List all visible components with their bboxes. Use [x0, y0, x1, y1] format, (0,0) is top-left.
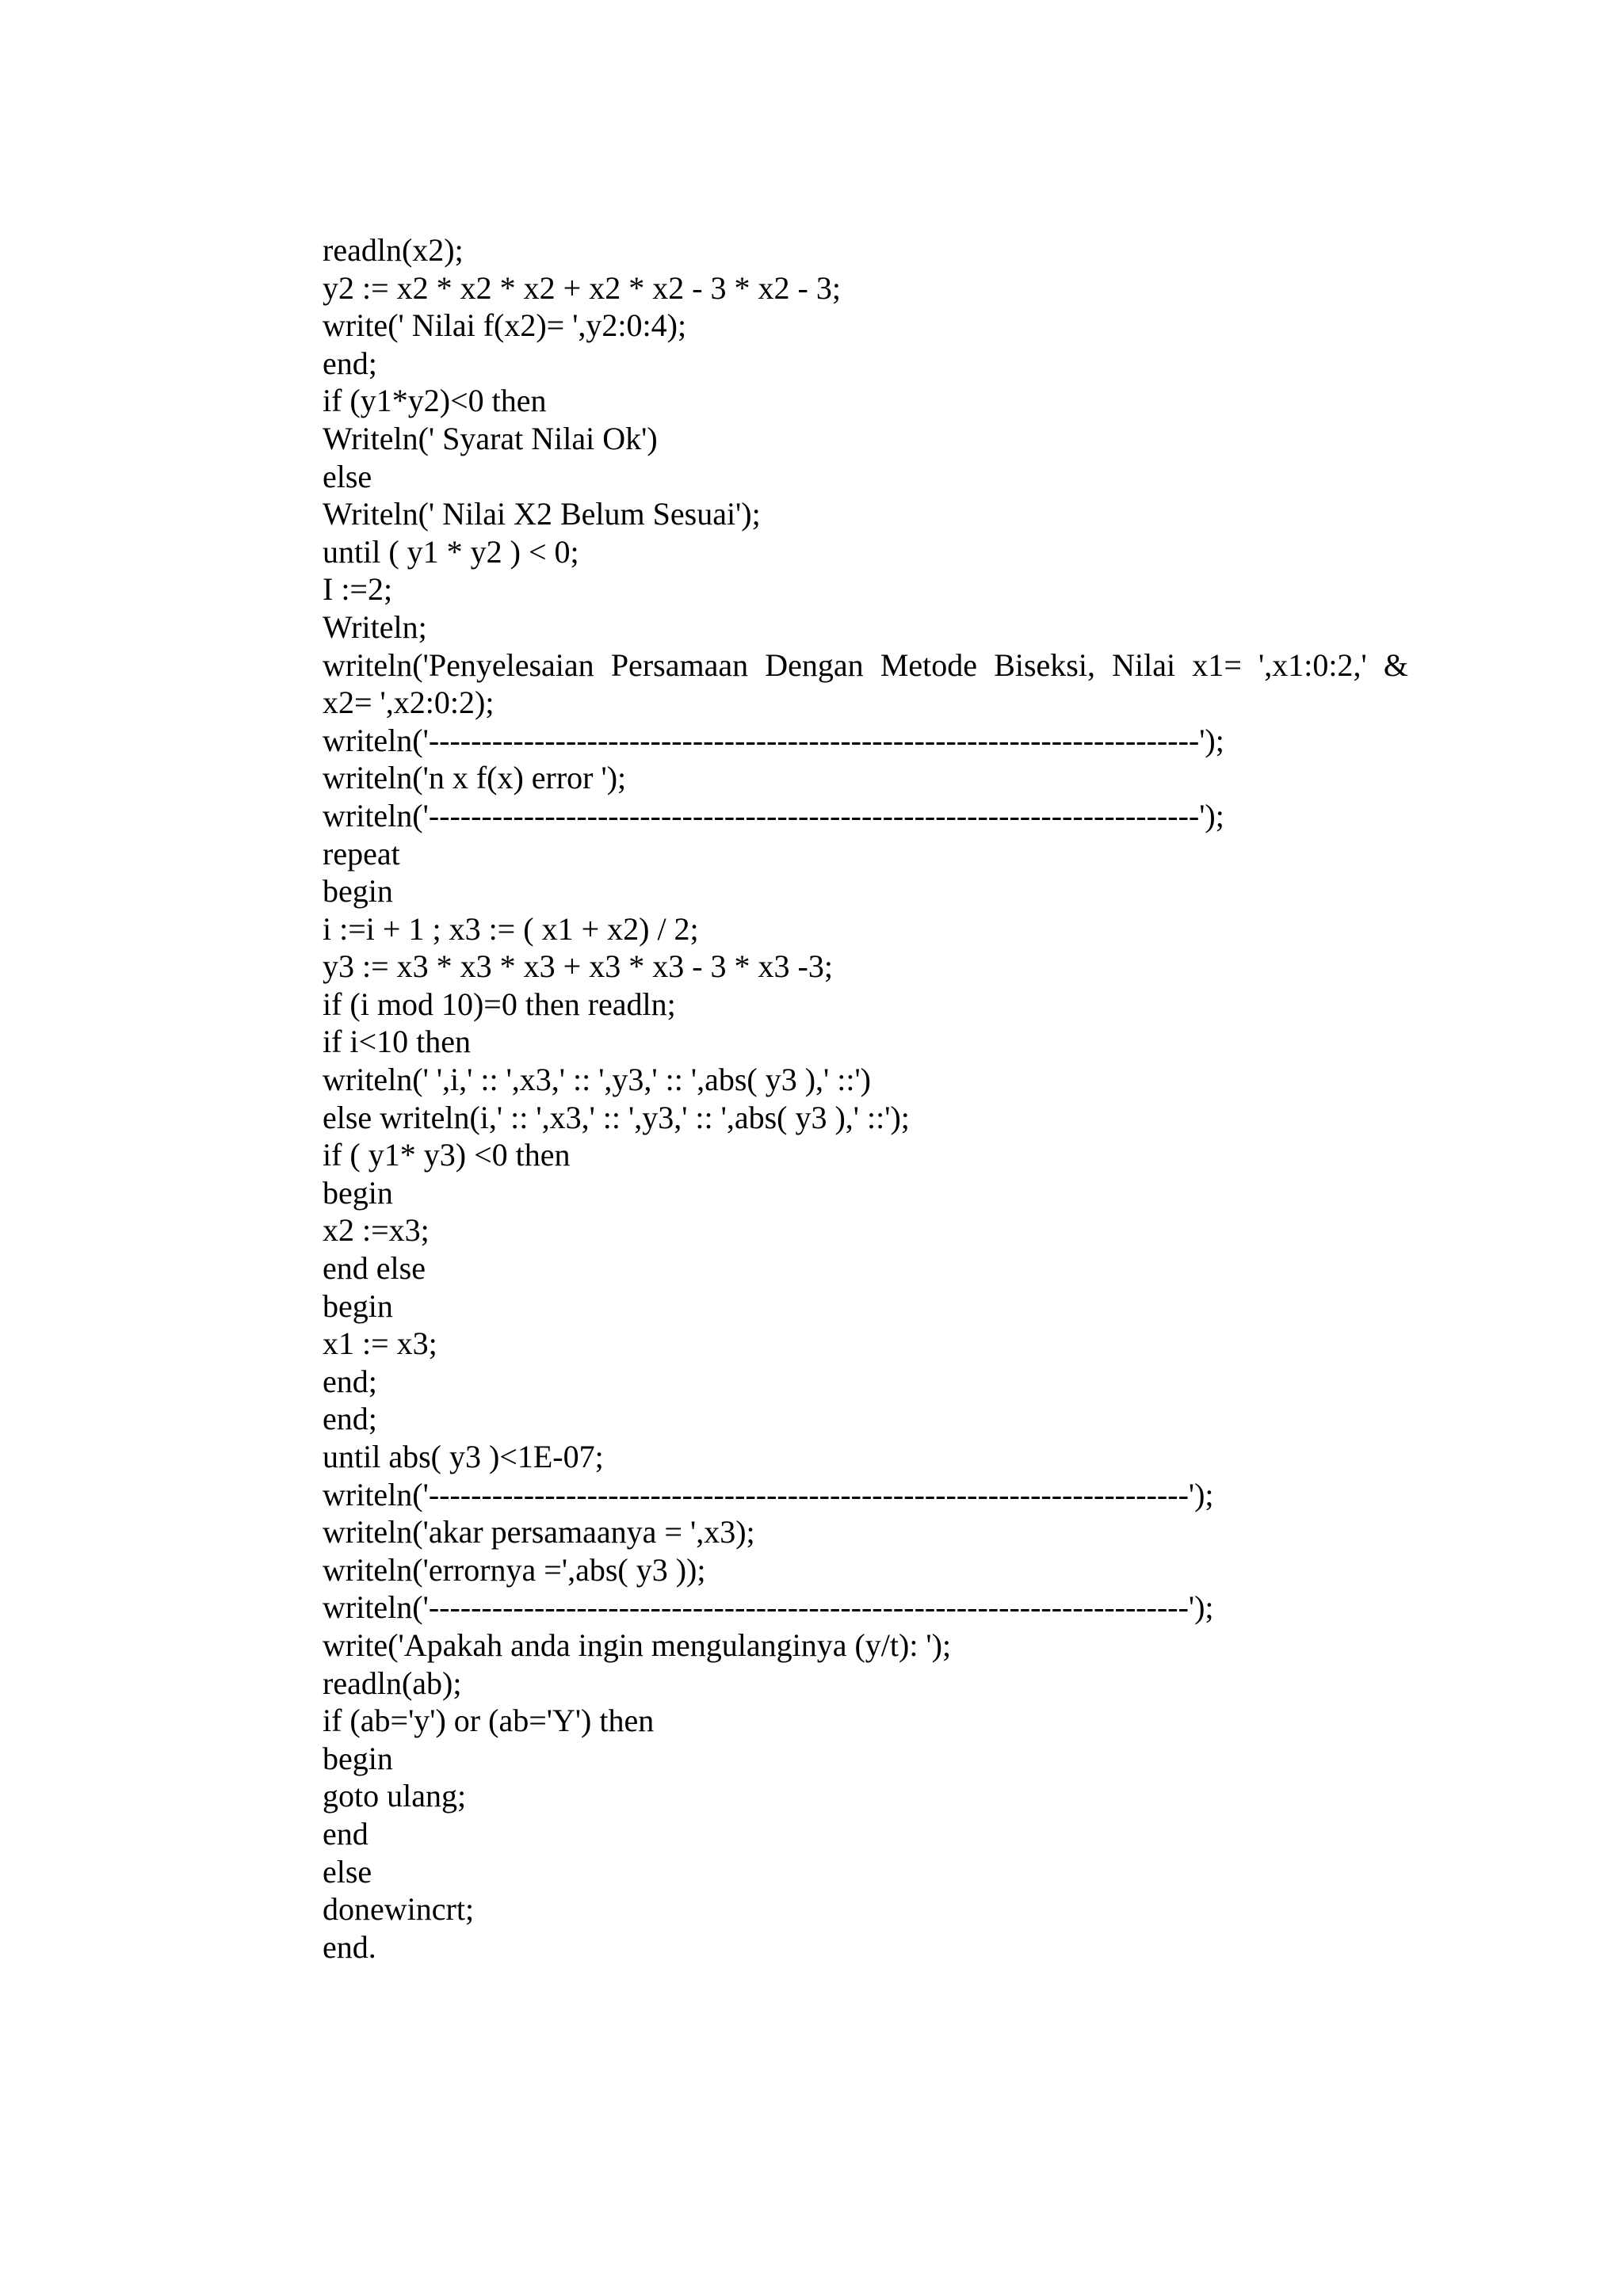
- code-line: readln(x2);: [323, 232, 464, 268]
- code-line: else writeln(i,' :: ',x3,' :: ',y3,' :: ',abs( y3 ),' ::');: [323, 1099, 910, 1135]
- code-line: end else: [323, 1250, 426, 1287]
- code-line: x2= ',x2:0:2);: [323, 685, 495, 721]
- code-line: until ( y1 * y2 ) < 0;: [323, 533, 579, 570]
- code-line: writeln(' ',i,' :: ',x3,' :: ',y3,' :: ',abs( y3 ),' ::'): [323, 1062, 871, 1098]
- code-line: until abs( y3 )<1E-07;: [323, 1439, 604, 1474]
- code-line: writeln('akar persamaanya = ',x3);: [323, 1514, 755, 1550]
- code-line: if (i mod 10)=0 then readln;: [323, 986, 676, 1022]
- code-line: write(' Nilai f(x2)= ',y2:0:4);: [323, 307, 687, 344]
- code-line: end;: [323, 1363, 377, 1399]
- code-line: Writeln;: [323, 608, 427, 645]
- code-line: end;: [323, 1401, 377, 1437]
- code-line: write('Apakah anda ingin mengulanginya (y/t): ');: [323, 1627, 952, 1663]
- code-line-separator: writeln('------------------------------------------------------------------------');: [323, 1589, 1214, 1626]
- code-line: end.: [323, 1928, 376, 1965]
- code-line: if (ab='y') or (ab='Y') then: [323, 1703, 655, 1739]
- code-line-separator: writeln('-------------------------------------------------------------------------');: [323, 722, 1224, 758]
- code-line: begin: [323, 1740, 393, 1776]
- code-line: if (y1*y2)<0 then: [323, 383, 547, 419]
- code-line: repeat: [323, 835, 400, 871]
- code-line: if i<10 then: [323, 1024, 471, 1060]
- code-line: Writeln(' Nilai X2 Belum Sesuai');: [323, 496, 761, 532]
- code-line: readln(ab);: [323, 1665, 462, 1701]
- code-line: begin: [323, 1174, 393, 1211]
- code-line: else: [323, 458, 372, 494]
- code-line: x2 :=x3;: [323, 1212, 430, 1249]
- code-line: begin: [323, 1287, 393, 1324]
- code-line-separator: writeln('-------------------------------------------------------------------------');: [323, 797, 1224, 833]
- code-line-separator: writeln('------------------------------------------------------------------------');: [323, 1476, 1214, 1512]
- pascal-code-listing: [323, 231, 1408, 1966]
- code-line: else: [323, 1853, 372, 1890]
- code-line-wrapped: writeln('Penyelesaian Persamaan Dengan Metode Biseksi, Nilai x1= ',x1:0:2,' &: [323, 646, 1408, 683]
- code-line: end;: [323, 345, 377, 381]
- code-line: i :=i + 1 ; x3 := ( x1 + x2) / 2;: [323, 910, 699, 947]
- code-line: begin: [323, 873, 393, 910]
- code-line: goto ulang;: [323, 1778, 467, 1814]
- code-line: writeln('errornya =',abs( y3 ));: [323, 1551, 706, 1588]
- code-line: x1 := x3;: [323, 1325, 437, 1362]
- code-line: y2 := x2 * x2 * x2 + x2 * x2 - 3 * x2 - 3;: [323, 269, 841, 306]
- code-line: if ( y1* y3) <0 then: [323, 1137, 571, 1173]
- code-line: Writeln(' Syarat Nilai Ok'): [323, 420, 658, 456]
- code-line: donewincrt;: [323, 1891, 475, 1928]
- code-line: writeln('n x f(x) error ');: [323, 760, 627, 796]
- code-line: y3 := x3 * x3 * x3 + x3 * x3 - 3 * x3 -3;: [323, 948, 833, 985]
- code-line: end: [323, 1815, 369, 1852]
- code-line: I :=2;: [323, 571, 393, 608]
